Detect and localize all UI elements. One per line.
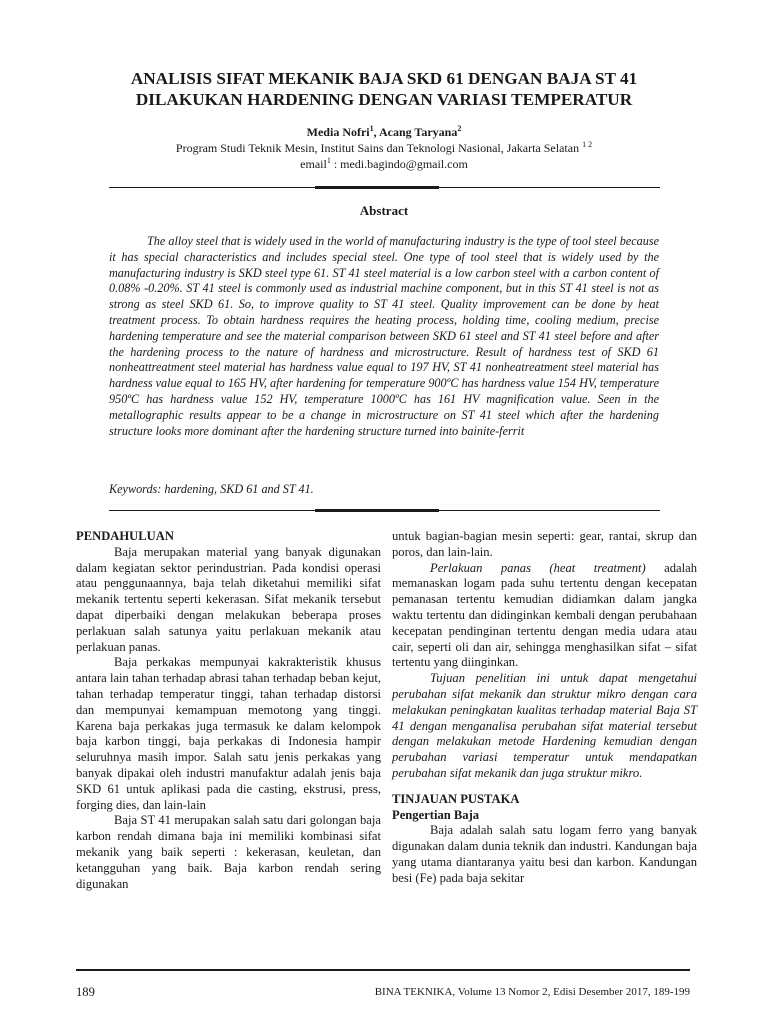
title-line-2: DILAKUKAN HARDENING DENGAN VARIASI TEMPERATUR	[135, 90, 633, 109]
author-2-marker: 2	[457, 124, 462, 133]
email-marker: 1	[326, 156, 331, 165]
section-gap	[392, 782, 697, 792]
email-address: : medi.bagindo@gmail.com	[330, 157, 468, 171]
email-label: email	[300, 157, 327, 171]
affiliation-text: Program Studi Teknik Mesin, Institut Sains dan Teknologi Nasional, Jakarta Selatan	[175, 141, 580, 155]
affiliation	[60, 141, 708, 156]
keywords: Keywords: hardening, SKD 61 and ST 41.	[109, 482, 314, 496]
left-paragraph-2: Baja perkakas mempunyai kakrakteristik khusus antara lain tahan terhadap abrasi tahan terhadap beban kejut, tahan terhadap temperatur tinggi, tahan terhadap distorsi dan mempunyai kemampuan memotong yang tinggi. Karena baja perkakas juga termasuk ke dalam kelompok baja karbon tinggi, baja perkakas di Indonesia hampir seluruhnya masih impor. Salah satu jenis perkakas yang banyak dipakai oleh industri manufaktur adalah jenis baja SKD 61 untuk aplikasi pada die casting, ekstrusi, press, forging dies, dan lain-lain	[76, 655, 381, 812]
abstract-body	[109, 234, 659, 439]
heat-treatment-term: Perlakuan panas (heat treatment)	[430, 560, 646, 575]
left-column	[76, 529, 381, 892]
author-1: Media Nofri	[306, 125, 370, 139]
abstract-heading: Abstract	[359, 203, 409, 218]
journal-reference: BINA TEKNIKA, Volume 13 Nomor 2, Edisi Desember 2017, 189-199	[374, 986, 690, 998]
author-2: Acang Taryana	[378, 125, 458, 139]
left-paragraph-1: Baja merupakan material yang banyak digunakan dalam kegiatan sektor perindustrian. Pada kondisi operasi atau penggunaannya, baja telah diketahui memiliki sifat mekanik tertentu seperti kekerasan. Sifat mekanik tersebut dapat diperbaiki dengan melakukan beberapa proses perlakuan salah satunya yaitu perlakuan mekanik atau perlakuan panas.	[76, 544, 381, 654]
abstract-rule-thick	[315, 509, 439, 512]
abstract-rule	[109, 510, 660, 511]
right-paragraph-2-rest: adalah memanaskan logam pada suhu tertentu dengan kecepatan pemanasan tertentu kemudian didiamkan dalam jangka waktu tertentu dan didinginkan kembali dengan perubahaan kecepatan pendinginan tertentu dengan media udara atau cair, seperti oli dan air, sehingga menghasilkan sifat – sifat tertentu yang diinginkan.	[392, 560, 697, 670]
footer-rule	[76, 969, 690, 971]
author-1-marker: 1	[369, 124, 374, 133]
right-paragraph-4: Baja adalah salah satu logam ferro yang banyak digunakan dalam dunia teknik dan industri. Kandungan baja yang utama diantaranya yaitu besi dan karbon. Kandungan besi (Fe) pada baja sekitar	[392, 823, 697, 885]
right-paragraph-1: untuk bagian-bagian mesin seperti: gear, rantai, skrup dan poros, dan lain-lain.	[392, 529, 697, 559]
section-heading-tinjauan: TINJAUAN PUSTAKA	[392, 791, 520, 806]
right-column	[392, 529, 697, 887]
left-paragraph-3: Baja ST 41 merupakan salah satu dari golongan baja karbon rendah dimana baja ini memiliki kombinasi sifat mekanik yang baik seperti : kekerasan, keuletan, dan ketangguhan yang baik. Baja karbon rendah sering digunakan	[76, 813, 381, 891]
page-number: 189	[76, 985, 95, 999]
subsection-heading-pengertian-baja: Pengertian Baja	[392, 807, 480, 822]
title-line-1: ANALISIS SIFAT MEKANIK BAJA SKD 61 DENGAN BAJA ST 41	[130, 69, 638, 88]
section-heading-pendahuluan: PENDAHULUAN	[76, 529, 174, 543]
right-paragraph-2	[392, 561, 697, 672]
authors	[60, 125, 708, 140]
paper-title	[60, 68, 708, 110]
right-paragraph-3: Tujuan penelitian ini untuk dapat mengetahui perubahan sifat mekanik dan struktur mikro dengan cara melakukan peningkatan kualitas terhadap material Baja ST 41 dengan menganalisa perubahan sifat material tersebut dengan melakukan metode Hardening kemudian dengan perubahan variasi temperatur untuk mendapatkan perubahan sifat mekanik dan juga struktur mikro.	[392, 671, 697, 780]
header-rule	[109, 187, 660, 188]
email-line	[60, 157, 708, 172]
abstract-text: The alloy steel that is widely used in the world of manufacturing industry is the type of tool steel because it has special characteristics and includes special steel. One type of tool steel that is widely used by the manufacturing industry is SKD steel type 61. ST 41 steel material is a low carbon steel with a carbon content of 0.08% -0.20%. ST 41 steel is commonly used as industrial machine component, but in this ST 41 steel is not as strong as steel SKD 61. So, to improve quality to ST 41 steel. Quality improvement can be done by heat treatment process. To obtain hardness requires the heating process, holding time, cooling medium, precise hardening temperature and see the material comparison between SKD 61 steel and ST 41 steel before and after the hardening process to the nature of hardness and microstructure. Result of hardness test of SKD 61 nonheattreatment steel material has hardness value equal to 197 HV, ST 41 nonheatreatment steel material has hardness value equal to 165 HV, after hardening for temperature 900ºC has hardness value 154 HV, temperature 950ºC has hardness value 152 HV, temperature 1000ºC has 161 HV magnification value. Seen in the metallographic results appear to be a change in microstructure on ST 41 steel which after the hardening structure looks more dominant after the hardening structure turned into bainite-ferrit	[109, 234, 659, 438]
author-separator: ,	[373, 125, 379, 139]
header-rule-thick	[315, 186, 439, 189]
affiliation-marker: 1 2	[582, 140, 593, 149]
